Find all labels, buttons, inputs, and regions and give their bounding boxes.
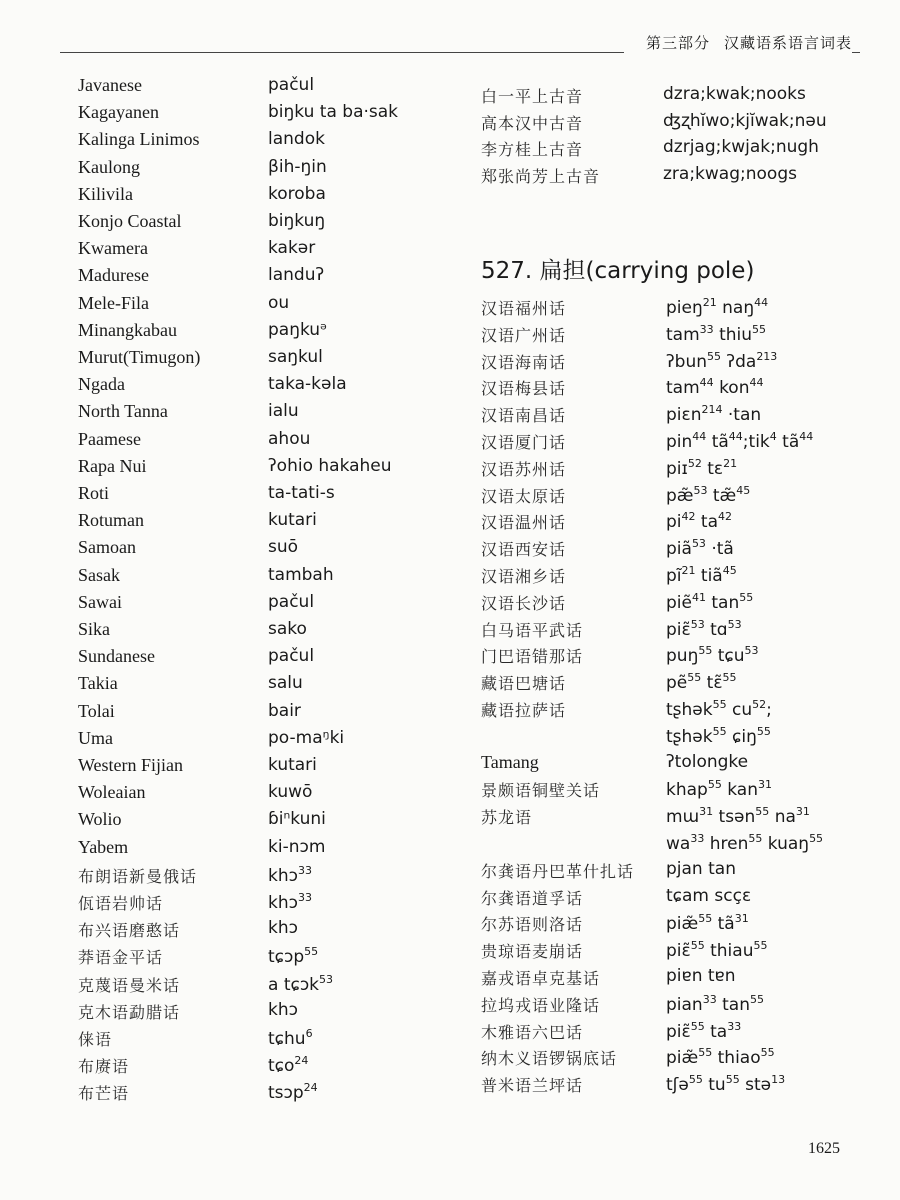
- language-name: 苏龙语: [481, 808, 533, 828]
- word-form: kuwō: [268, 782, 313, 803]
- tone-number: 33: [702, 992, 717, 1006]
- word-form: kutari: [268, 510, 317, 531]
- language-name: 门巴语错那话: [481, 647, 584, 667]
- tone-number: 55: [690, 939, 705, 953]
- word-form: βih-ŋin: [268, 156, 327, 177]
- word-form: khɔ$^{33}$: [268, 863, 312, 886]
- word-form: kakər: [268, 238, 316, 259]
- word-form: dzrjag;kwjak;nugh: [663, 137, 819, 157]
- language-name: 纳木义语锣锅底话: [481, 1049, 618, 1069]
- language-name: Ngada: [78, 374, 125, 395]
- tone-number: 53: [744, 644, 759, 658]
- language-name: 汉语福州话: [481, 299, 567, 318]
- language-name: Sika: [78, 619, 111, 639]
- tone-number: 55: [753, 939, 768, 953]
- word-form: $pĩ^{21}$ tiã$^{45}$: [666, 564, 737, 586]
- language-name: Kilivila: [78, 183, 133, 204]
- tone-number: 55: [707, 349, 722, 363]
- word-form: pieŋ$^{21}$ naŋ$^{44}$: [666, 296, 769, 318]
- word-form: koroba: [268, 183, 326, 204]
- tone-number: 6: [305, 1027, 313, 1040]
- tone-number: 213: [756, 349, 778, 363]
- language-name: 汉语温州话: [481, 513, 567, 533]
- tone-number: 53: [693, 483, 708, 497]
- word-form: ʔtolongke: [666, 751, 749, 772]
- language-name: Yabem: [78, 836, 129, 857]
- language-name: 木雅语六巴话: [481, 1022, 584, 1042]
- tone-number: 53: [690, 617, 705, 631]
- language-name: 莽语金平话: [78, 948, 164, 968]
- language-name: 尔龚语丹巴革什扎话: [481, 861, 635, 881]
- tone-number: 53: [727, 617, 742, 631]
- page-number: 1625: [808, 1140, 840, 1157]
- tone-number: 44: [754, 296, 769, 309]
- word-form: khɔ: [268, 918, 298, 939]
- language-name: 藏语拉萨话: [481, 701, 567, 720]
- word-form: piẽ$^{41}$ $\tan^{55}$: [666, 590, 754, 613]
- word-form: tɕo$^{24}$: [268, 1054, 309, 1077]
- language-name: Uma: [78, 727, 113, 748]
- language-name: 郑张尚芳上古音: [481, 166, 601, 186]
- section-number: 527.: [481, 258, 533, 284]
- tone-number: 13: [771, 1073, 786, 1087]
- language-name: 布赓语: [78, 1057, 130, 1077]
- word-form: dzra;kwak;nooks: [663, 84, 806, 104]
- tone-number: 55: [739, 590, 754, 604]
- tone-number: 55: [304, 945, 319, 959]
- tone-number: 31: [699, 805, 714, 819]
- word-form: tambah: [268, 564, 334, 585]
- word-form: saŋkul: [268, 347, 323, 367]
- word-form: pẽ$^{55}$ tɛ̃$^{55}$: [666, 671, 737, 694]
- word-form: puŋ$^{55}$ tɕu$^{53}$: [666, 644, 759, 667]
- tone-number: 44: [699, 376, 714, 390]
- language-name: Rapa Nui: [78, 455, 147, 476]
- language-name: Woleaian: [78, 782, 146, 803]
- tone-number: 31: [757, 778, 772, 792]
- tone-number: 55: [752, 322, 766, 336]
- tone-number: 53: [691, 537, 706, 551]
- tone-number: 33: [727, 1019, 742, 1033]
- word-form: ialu: [268, 401, 299, 422]
- header-title: 汉藏语系语言词表: [723, 34, 852, 52]
- tone-number: 55: [687, 671, 702, 685]
- language-name: 汉语湘乡话: [481, 567, 567, 586]
- word-form: piɪ$^{52}$ tɛ$^{21}$: [666, 456, 738, 479]
- word-form: piæ̃$^{55}$ thiao$^{55}$: [666, 1046, 775, 1069]
- word-form: piɛ̃$^{53}$ tɑ$^{53}$: [666, 617, 742, 640]
- language-name: 嘉戎语卓克基话: [481, 969, 601, 988]
- word-form: tɕɔp$^{55}$: [268, 945, 319, 968]
- word-form: salu: [268, 673, 303, 694]
- language-name: Sundanese: [78, 646, 155, 667]
- tone-number: 55: [748, 832, 763, 845]
- tone-number: 55: [712, 724, 727, 738]
- language-name: Sawai: [78, 591, 122, 612]
- word-form: ta-tati-s: [268, 483, 335, 503]
- language-name: Madurese: [78, 265, 149, 286]
- section-heading: [481, 252, 754, 285]
- tone-number: 44: [692, 430, 707, 443]
- language-name: Konjo Coastal: [78, 211, 182, 231]
- word-form: zra;kwag;noogs: [663, 163, 797, 184]
- language-name: 汉语苏州话: [481, 459, 567, 479]
- language-name: 汉语太原话: [481, 486, 567, 506]
- tone-number: 55: [809, 832, 824, 845]
- tone-number: 45: [722, 564, 737, 577]
- tone-number: 44: [749, 376, 764, 390]
- language-name: Rotuman: [78, 510, 144, 531]
- tone-number: 55: [725, 1073, 740, 1087]
- language-name: 李方桂上古音: [481, 140, 584, 159]
- word-form: a tɕɔk$^{53}$: [268, 972, 334, 995]
- word-form: landok: [268, 129, 325, 150]
- language-name: 拉坞戎语业隆话: [481, 995, 601, 1015]
- language-name: Takia: [78, 673, 118, 694]
- language-name: 汉语南昌话: [481, 406, 567, 426]
- language-name: 布朗语新曼俄话: [78, 866, 198, 886]
- language-name: Kwamera: [78, 238, 148, 259]
- language-name: Kaulong: [78, 156, 140, 177]
- language-name: Kalinga Linimos: [78, 129, 200, 150]
- tone-number: 55: [756, 724, 771, 738]
- language-name: 布芒语: [78, 1084, 130, 1104]
- tone-number: 55: [698, 1046, 713, 1060]
- language-name: 汉语梅县话: [481, 379, 567, 399]
- language-name: Samoan: [78, 537, 136, 558]
- language-name: 汉语广州话: [481, 325, 567, 345]
- tone-number: 45: [736, 483, 751, 497]
- word-form: tʃə$^{55}$ $tu^{55}$ stə$^{13}$: [666, 1073, 786, 1096]
- language-name: 汉语厦门话: [481, 433, 567, 452]
- word-form: ʔbun$^{55}$ ʔda$^{213}$: [666, 349, 778, 372]
- word-form: pin$^{44}$ $tã^{44};tik^4$ $tã^{44}$: [666, 430, 814, 452]
- word-form: pačul: [268, 75, 315, 95]
- tone-number: 31: [734, 912, 749, 926]
- tone-number: 21: [681, 564, 696, 577]
- word-form: piɐn tɐn: [666, 966, 736, 986]
- tone-number: 41: [691, 590, 706, 604]
- word-form: khɔ$^{33}$: [268, 891, 312, 913]
- language-name: Kagayanen: [78, 102, 159, 123]
- language-name: 尔苏语则洛话: [481, 915, 584, 935]
- language-name: 高本汉中古音: [481, 113, 584, 133]
- word-form: po-maᵑki: [268, 727, 345, 748]
- word-form: tsɔp$^{24}$: [268, 1081, 318, 1104]
- word-form: piɛ̃$^{55}$ $ta^{33}$: [666, 1019, 742, 1042]
- language-name: Paamese: [78, 428, 141, 449]
- word-form: tam$^{33}$ thiu$^{55}$: [666, 322, 766, 345]
- language-name: 克木语勐腊话: [78, 1002, 181, 1022]
- word-form: $wa^{33}$ hren$^{55}$ kuaŋ$^{55}$: [666, 832, 824, 854]
- tone-number: 24: [303, 1081, 318, 1095]
- tone-number: 24: [294, 1054, 309, 1068]
- word-form: tɕhu$^6$: [268, 1027, 313, 1049]
- tone-number: 4: [769, 430, 777, 443]
- language-name: 汉语西安话: [481, 540, 567, 560]
- header-part: 第三部分: [645, 34, 710, 52]
- language-name: 佤语岩帅话: [78, 894, 164, 913]
- tone-number: 55: [749, 992, 764, 1006]
- language-name: 俫语: [78, 1030, 113, 1049]
- tone-number: 55: [712, 698, 727, 711]
- word-form: tɕam scçɛ: [666, 885, 752, 906]
- tone-number: 55: [698, 912, 713, 926]
- running-header: [0, 30, 860, 56]
- language-name: 普米语兰坪话: [481, 1076, 584, 1096]
- word-form: ʤʐhĭwo;kjĭwak;nǝu: [663, 110, 827, 131]
- tone-number: 44: [799, 430, 814, 443]
- tone-number: 21: [702, 296, 717, 309]
- tone-number: 55: [760, 1046, 775, 1060]
- word-form: khap$^{55}$ kan$^{31}$: [666, 778, 772, 801]
- word-form: pačul: [268, 591, 315, 612]
- tone-number: 33: [297, 863, 312, 877]
- tone-number: 55: [755, 805, 770, 819]
- language-name: Murut(Timugon): [78, 347, 201, 367]
- word-form: pačul: [268, 646, 315, 667]
- word-form: biŋku ta ba·sak: [268, 102, 399, 123]
- word-form: ki-nɔm: [268, 836, 326, 857]
- tone-number: 44: [728, 430, 743, 443]
- language-name: 白马语平武话: [481, 620, 584, 640]
- tone-number: 55: [690, 1019, 705, 1033]
- language-name: 克蔑语曼米话: [78, 975, 181, 995]
- tone-number: 53: [319, 972, 334, 986]
- language-name: 汉语海南话: [481, 352, 567, 372]
- word-form: pjan tan: [666, 858, 736, 879]
- word-form: tʂhək$^{55}$ ɕiŋ$^{55}$: [666, 724, 771, 747]
- language-name: 贵琼语麦崩话: [481, 942, 584, 962]
- tone-number: 55: [688, 1073, 703, 1087]
- word-form: pæ̃$^{53}$ tæ̃$^{45}$: [666, 483, 751, 506]
- tone-number: 214: [701, 403, 723, 417]
- language-name: Tamang: [481, 751, 539, 772]
- word-form: piã$^{53}$ ·tã: [666, 537, 734, 560]
- tone-number: 55: [698, 644, 713, 658]
- language-name: Sasak: [78, 564, 120, 585]
- language-name: Javanese: [78, 75, 142, 95]
- language-name: Wolio: [78, 809, 122, 830]
- language-name: Roti: [78, 483, 110, 503]
- word-form: ɓiⁿkuni: [268, 809, 326, 830]
- word-form: mɯ$^{31}$ tsən$^{55}$ $na^{31}$: [666, 805, 810, 828]
- language-name: North Tanna: [78, 401, 168, 422]
- header-text: [624, 32, 852, 53]
- language-name: 尔龚语道孚话: [481, 888, 584, 908]
- word-form: $pi^{42}$ $ta^{42}$: [666, 510, 733, 533]
- tone-number: 33: [297, 891, 312, 904]
- tone-number: 52: [687, 456, 702, 470]
- word-form: piæ̃$^{55}$ $tã^{31}$: [666, 912, 749, 935]
- word-form: paŋkuᵊ: [268, 319, 328, 340]
- word-form: ahou: [268, 428, 311, 449]
- section-title: 扁担(carrying pole): [539, 258, 755, 284]
- language-name: Minangkabau: [78, 319, 177, 340]
- word-form: piɛn$^{214}$ ·tan: [666, 403, 762, 426]
- word-form: suō: [268, 537, 299, 558]
- language-name: 景颇语铜壁关话: [481, 781, 601, 801]
- tone-number: 42: [681, 510, 696, 524]
- word-form: sako: [268, 619, 307, 639]
- language-name: 白一平上古音: [481, 87, 584, 106]
- tone-number: 31: [795, 805, 810, 819]
- word-form: taka-kəla: [268, 374, 347, 395]
- language-name: Tolai: [78, 700, 115, 721]
- language-name: 藏语巴塘话: [481, 674, 567, 694]
- tone-number: 55: [722, 671, 737, 685]
- language-name: Mele-Fila: [78, 292, 149, 313]
- word-form: pian$^{33}$ $\tan^{55}$: [666, 992, 764, 1015]
- word-form: ou: [268, 292, 290, 313]
- language-name: 汉语长沙话: [481, 593, 567, 613]
- word-form: biŋkuŋ: [268, 211, 326, 231]
- word-form: khɔ: [268, 999, 298, 1020]
- tone-number: 21: [723, 456, 738, 470]
- language-name: Western Fijian: [78, 755, 184, 775]
- language-name: 布兴语磨憨话: [78, 921, 181, 941]
- word-form: tʂhək$^{55}$ $cu^{52}$;: [666, 698, 772, 720]
- word-form: bair: [268, 700, 301, 721]
- word-form: ʔohio hakaheu: [268, 455, 392, 476]
- tone-number: 33: [699, 322, 714, 336]
- word-form: tam$^{44}$ kon$^{44}$: [666, 376, 764, 399]
- tone-number: 52: [752, 698, 767, 711]
- tone-number: 55: [707, 778, 722, 792]
- word-form: piɛ̃$^{55}$ thiau$^{55}$: [666, 939, 768, 962]
- word-form: kutari: [268, 755, 317, 775]
- tone-number: 42: [718, 510, 733, 524]
- word-form: landuʔ: [268, 265, 325, 286]
- tone-number: 33: [690, 832, 705, 845]
